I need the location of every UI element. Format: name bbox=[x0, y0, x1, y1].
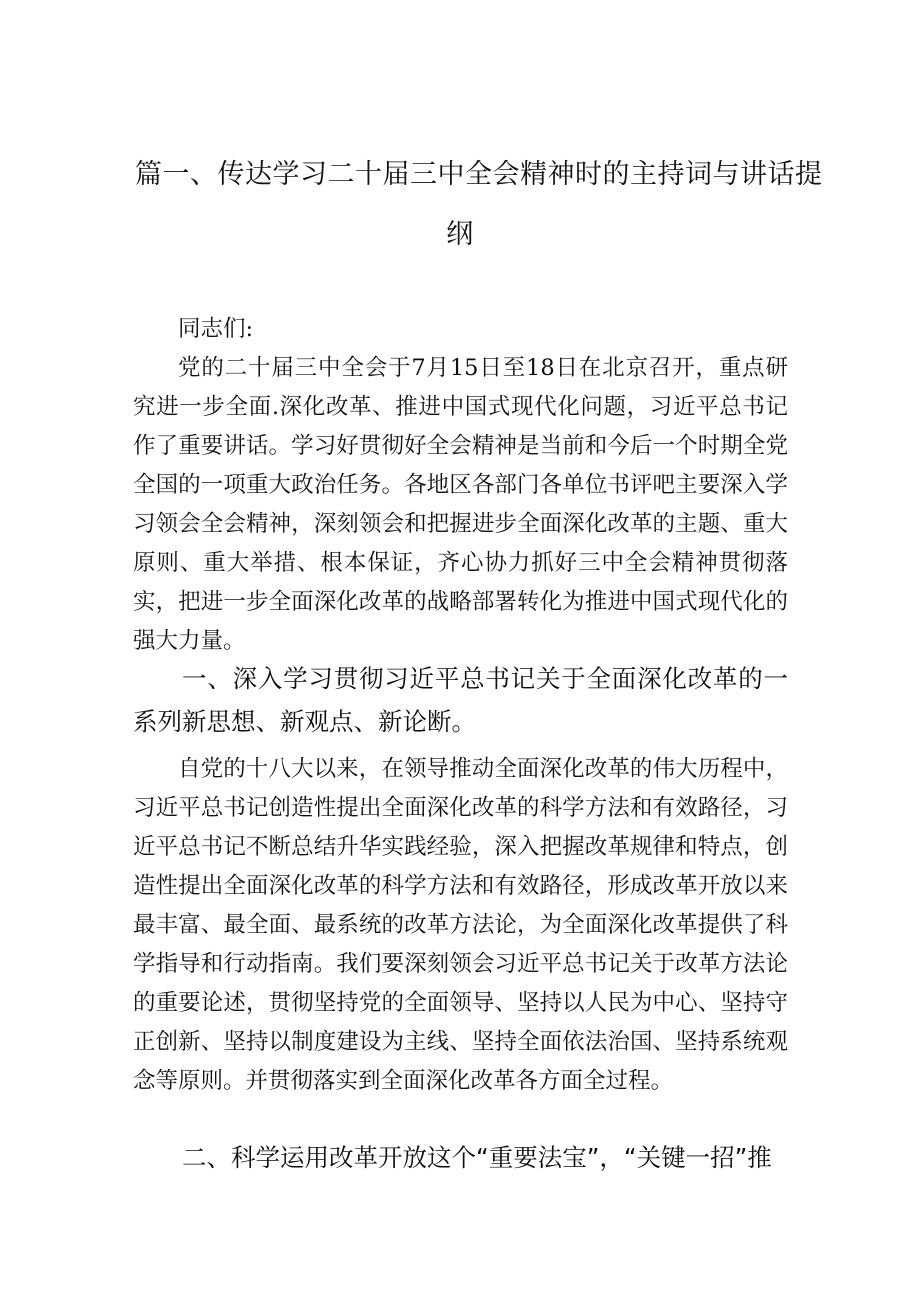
paragraph-intro: 党的二十届三中全会于7月15日至18日在北京召开，重点研究进一步全面.深化改革、推进中国式现代化问题，习近平总书记作了重要讲话。学习好贯彻好全会精神是当前和今后一个时期全党全国的一项重大政治任务。各地区各部门各单位书评吧主要深入学习领会全会精神，深刻领会和把握进步全面深化改革的主题、重大原则、重大举措、根本保证，齐心协力抓好三中全会精神贯彻落实，把进一步全面深化改革的战略部署转化为推进中国式现代化的强大力量。 bbox=[133, 355, 788, 654]
section-heading-1: 一、深入学习贯彻习近平总书记关于全面深化改革的一系列新思想、新观点、新论断。 bbox=[133, 664, 788, 736]
section-heading-2: 二、科学运用改革开放这个“重要法宝”，“关键一招”推 bbox=[182, 1143, 772, 1172]
document-title-line1: 篇一、传达学习二十届三中全会精神时的主持词与讲话提 bbox=[135, 159, 823, 190]
paragraph-section-1: 自党的十八大以来，在领导推动全面深化改革的伟大历程中，习近平总书记创造性提出全面深化改革的科学方法和有效路径，习近平总书记不断总结升华实践经验，深入把握改革规律和特点，创造性提出全面深化改革的科学方法和有效路径，形成改革开放以来最丰富、最全面、最系统的改革方法论，为全面深化改革提供了科学指导和行动指南。我们要深刻领会习近平总书记关于改革方法论的重要论述，贯彻坚持党的全面领导、坚持以人民为中心、坚持守正创新、坚持以制度建设为主线、坚持全面依法治国、坚持系统观念等原则。并贯彻落实到全面深化改革各方面全过程。 bbox=[133, 756, 788, 1094]
document-title-line2: 纲 bbox=[446, 219, 474, 250]
greeting: 同志们: bbox=[178, 316, 254, 342]
